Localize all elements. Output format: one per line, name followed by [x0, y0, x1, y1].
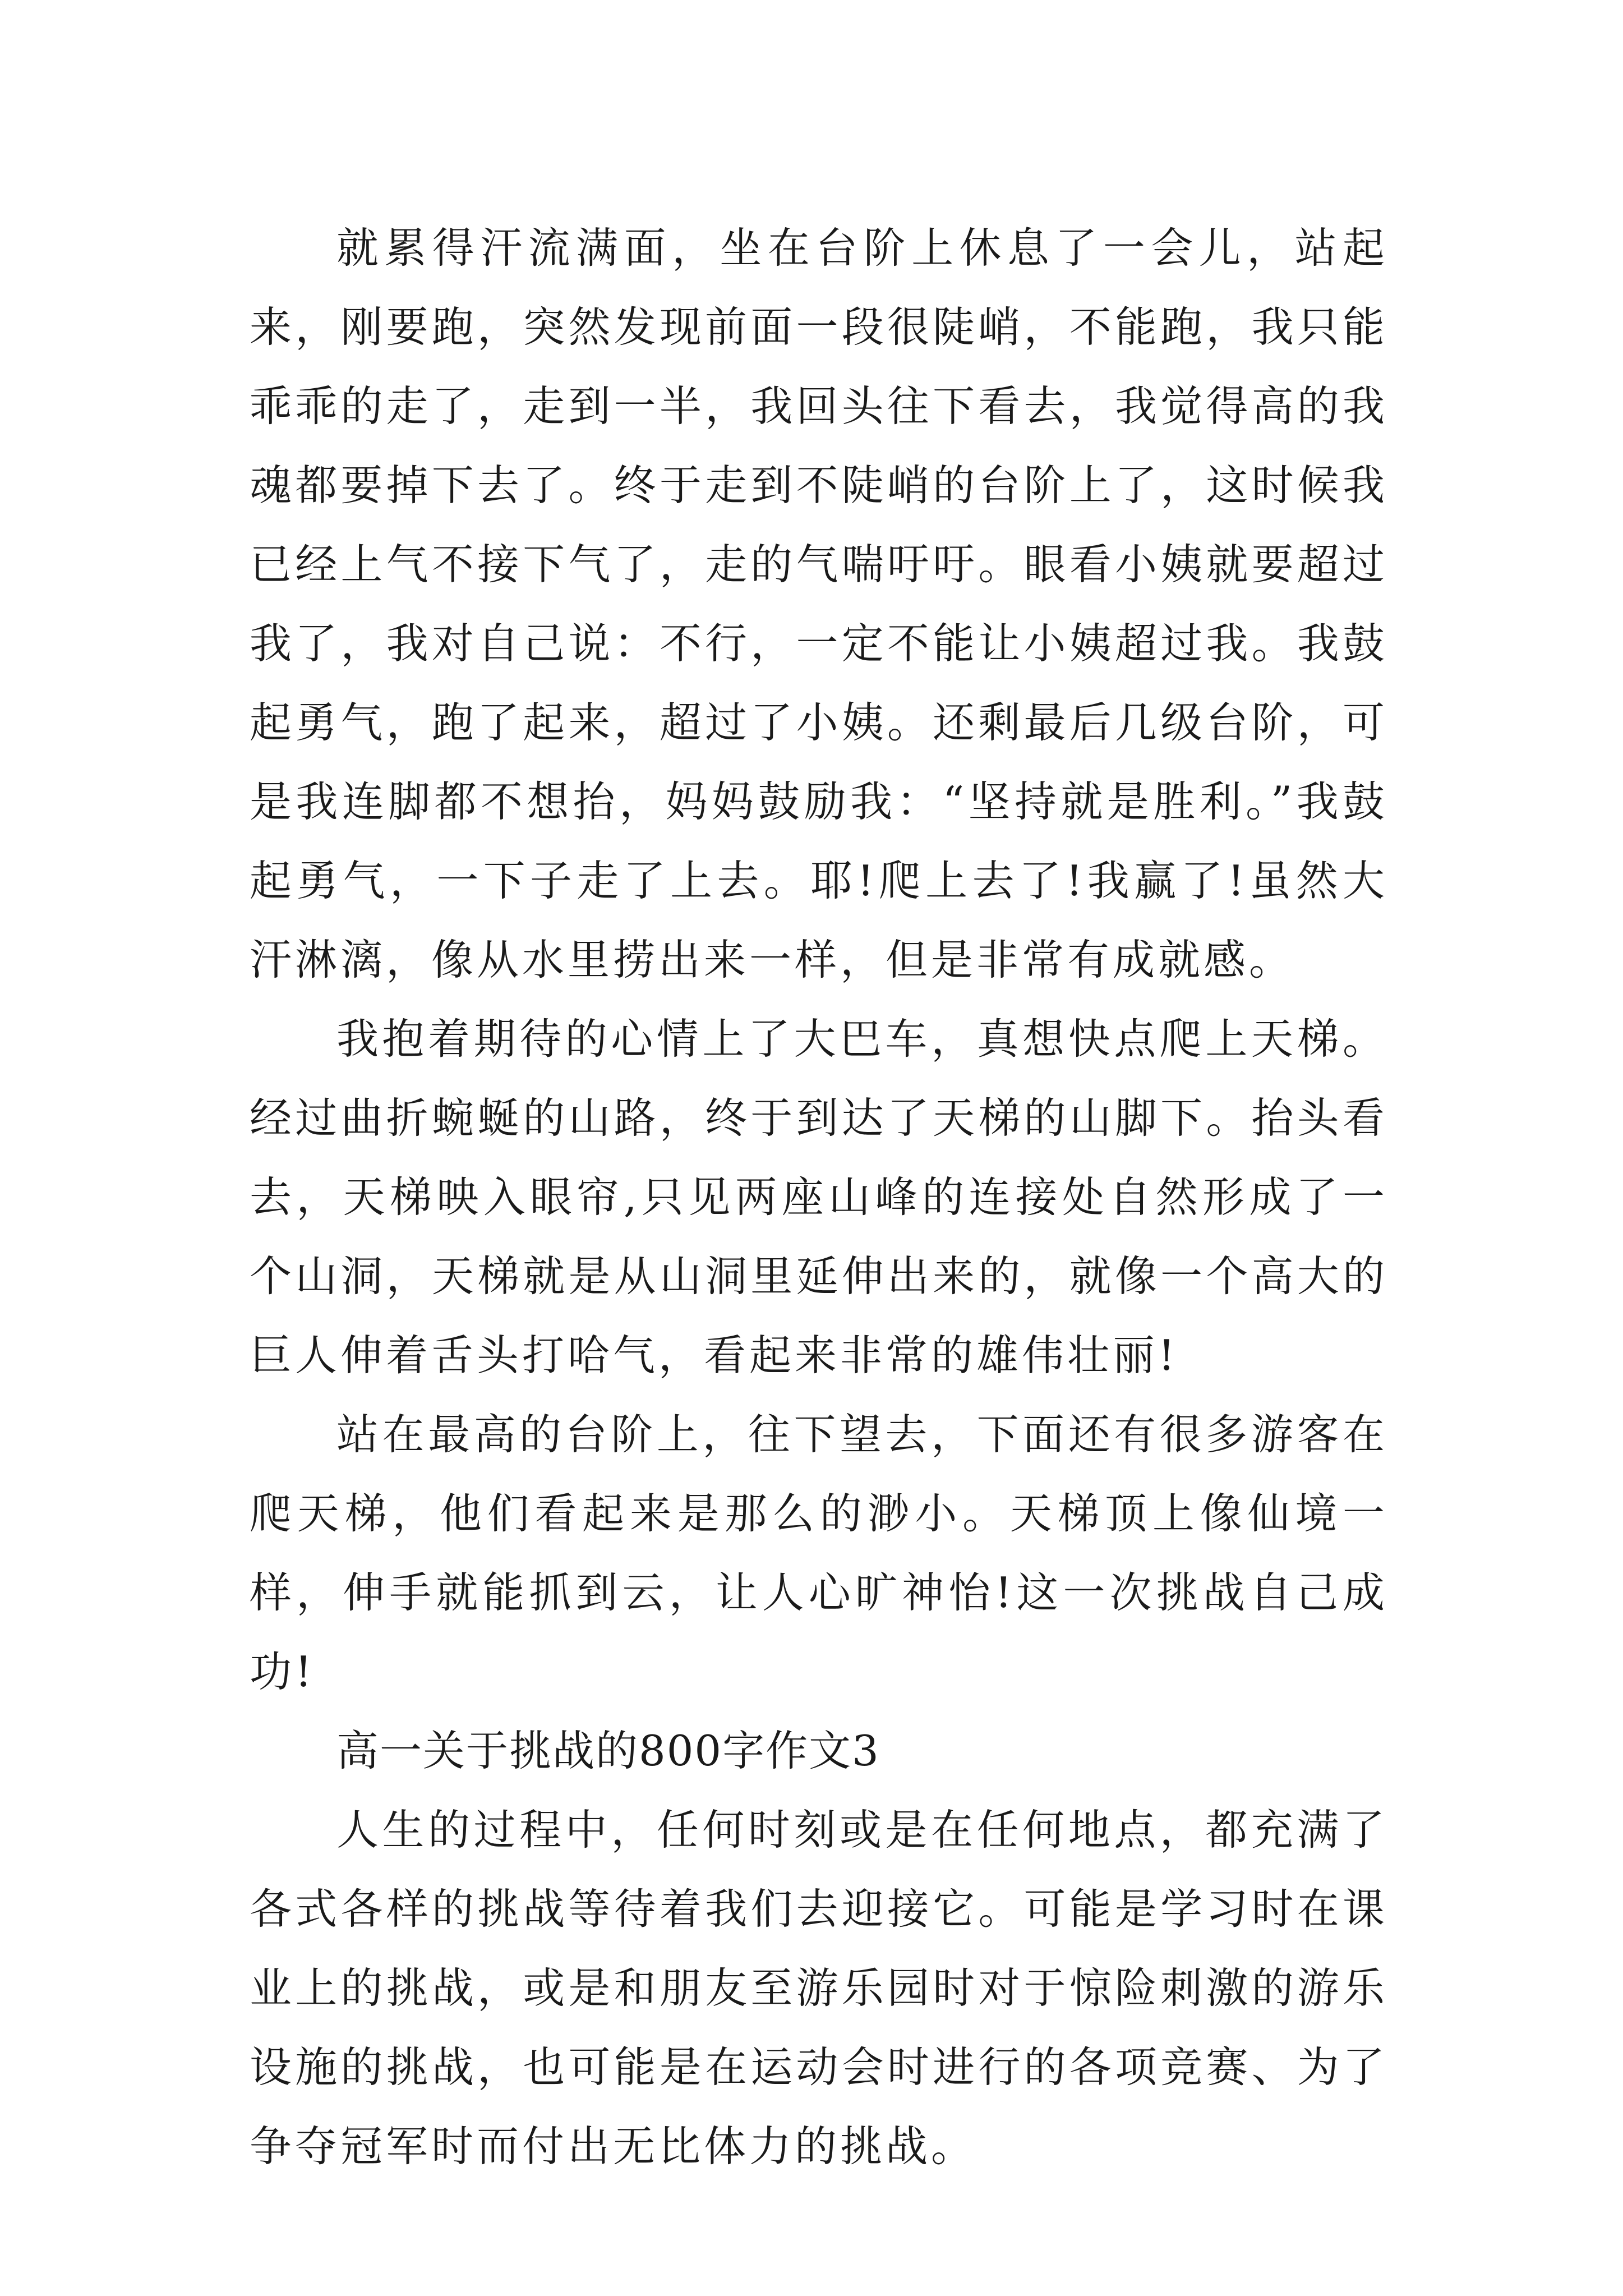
paragraph-climbing-steps: 就累得汗流满面，坐在台阶上休息了一会儿，站起来，刚要跑，突然发现前面一段很陡峭，不能跑，我只能乖乖的走了，走到一半，我回头往下看去，我觉得高的我魂都要掉下去了。终于走到不陡峭的台阶上了，这时候我已经上气不接下气了，走的气喘吁吁。眼看小姨就要超过我了，我对自己说：不行，一定不能让小姨超过我。我鼓起勇气，跑了起来，超过了小姨。还剩最后几级台阶，可是我连脚都不想抬，妈妈鼓励我：“坚持就是胜利。”我鼓起勇气，一下子走了上去。耶!爬上去了!我赢了!虽然大汗淋漓，像从水里捞出来一样，但是非常有成就感。	[250, 223, 1388, 984]
article-body	[250, 209, 1388, 2186]
paragraph-life-challenges: 人生的过程中，任何时刻或是在任何地点，都充满了各式各样的挑战等待着我们去迎接它。可能是学习时在课业上的挑战，或是和朋友至游乐园时对于惊险刺激的游乐设施的挑战，也可能是在运动会时进行的各项竞赛、为了争夺冠军时而付出无比体力的挑战。	[250, 1805, 1388, 2171]
paragraph-summit: 站在最高的台阶上，往下望去，下面还有很多游客在爬天梯，他们看起来是那么的渺小。天梯顶上像仙境一样，伸手就能抓到云，让人心旷神怡!这一次挑战自己成功!	[250, 1410, 1388, 1696]
section-heading: 高一关于挑战的800字作文3	[336, 1726, 880, 1775]
paragraph-bus-ride: 我抱着期待的心情上了大巴车，真想快点爬上天梯。经过曲折蜿蜒的山路，终于到达了天梯的山脚下。抬头看去，天梯映入眼帘,只见两座山峰的连接处自然形成了一个山洞，天梯就是从山洞里延伸出来的，就像一个高大的巨人伸着舌头打哈气，看起来非常的雄伟壮丽!	[250, 1014, 1388, 1380]
